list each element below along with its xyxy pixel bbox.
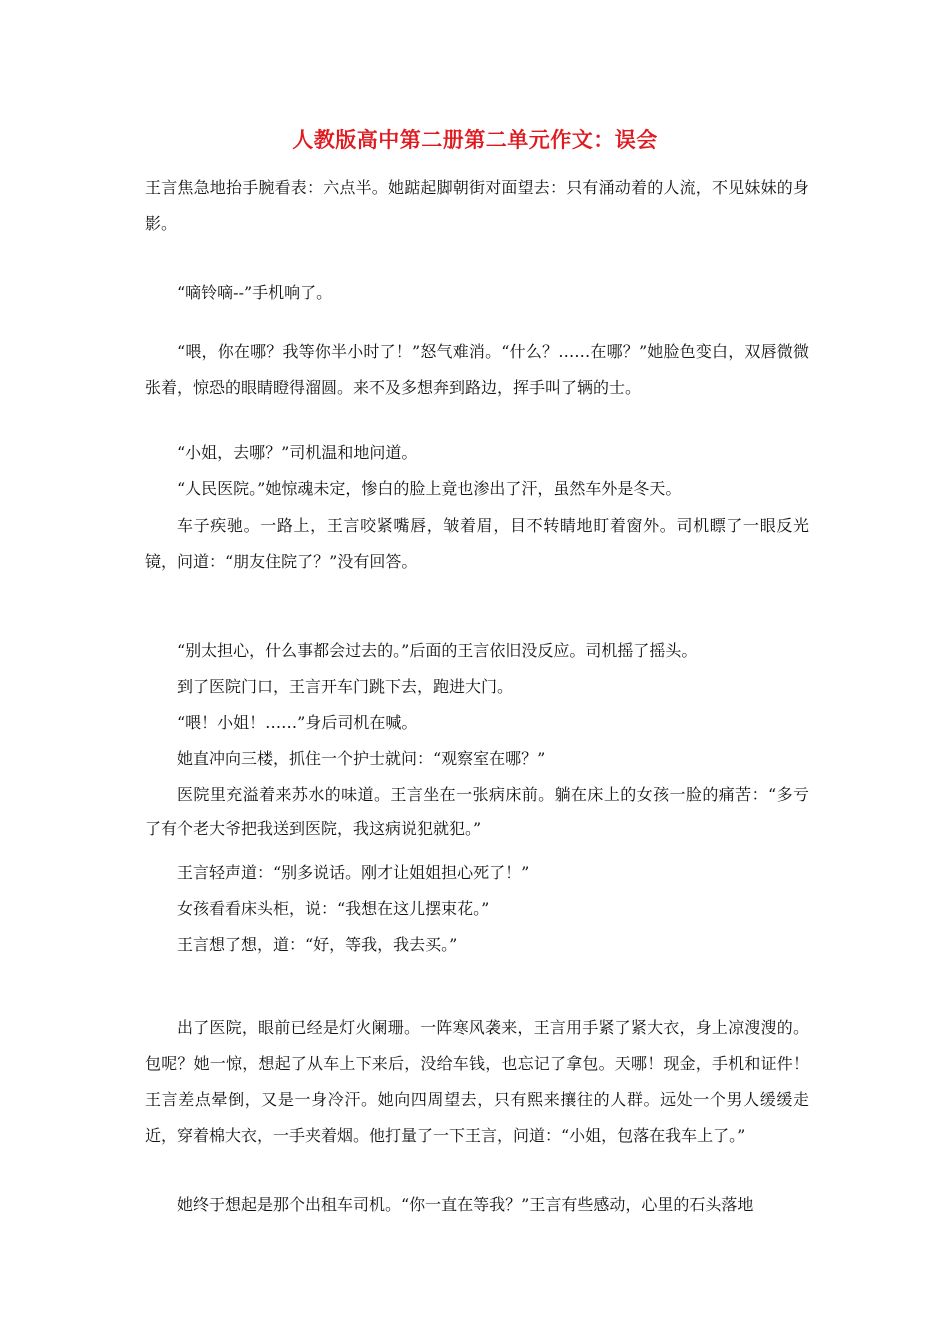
paragraph-2: “嘀铃嘀--”手机响了。 [177,283,333,302]
paragraph-8: 到了医院门口，王言开车门跳下去，跑进大门。 [177,677,514,696]
paragraph-5: “人民医院。”她惊魂未定，惨白的脸上竟也渗出了汗，虽然车外是冬天。 [177,479,682,498]
paragraph-12: 王言轻声道：“别多说话。刚才让姐姐担心死了！” [177,863,530,882]
page-title: 人教版高中第二册第二单元作文：误会 [292,128,658,152]
paragraph-16: 她终于想起是那个出租车司机。“你一直在等我？”王言有些感动，心里的石头落地 [177,1195,754,1214]
paragraph-10: 她直冲向三楼，抓住一个护士就问：“观察室在哪？” [177,749,546,768]
paragraph-14: 王言想了想，道：“好，等我，我去买。” [177,935,458,954]
paragraph-6: 车子疾驰。一路上，王言咬紧嘴唇，皱着眉，目不转睛地盯着窗外。司机瞟了一眼反光镜，问道：“朋友住院了？”没有回答。 [145,516,809,571]
paragraph-9: “喂！小姐！……”身后司机在喊。 [177,713,418,732]
paragraph-3: “喂，你在哪？我等你半小时了！”怒气难消。“什么？……在哪？”她脸色变白，双唇微微张着，惊恐的眼睛瞪得溜圆。来不及多想奔到路边，挥手叫了辆的士。 [145,342,809,397]
paragraph-4: “小姐，去哪？”司机温和地问道。 [177,443,418,462]
paragraph-15: 出了医院，眼前已经是灯火阑珊。一阵寒风袭来，王言用手紧了紧大衣，身上凉溲溲的。包呢？她一惊，想起了从车上下来后，没给车钱，也忘记了拿包。天哪！现金，手机和证件！王言差点晕倒，又是一身冷汗。她向四周望去，只有熙来攘往的人群。远处一个男人缓缓走近，穿着棉大衣，一手夹着烟。他打量了一下王言，问道：“小姐，包落在我车上了。” [145,1018,809,1145]
paragraph-1: 王言焦急地抬手腕看表：六点半。她踮起脚朝街对面望去：只有涌动着的人流，不见妹妹的身影。 [145,178,809,233]
paragraph-7: “别太担心，什么事都会过去的。”后面的王言依旧没反应。司机摇了摇头。 [177,641,698,660]
paragraph-13: 女孩看看床头柜，说：“我想在这儿摆束花。” [177,899,490,918]
paragraph-11: 医院里充溢着来苏水的味道。王言坐在一张病床前。躺在床上的女孩一脸的痛苦：“多亏了有个老大爷把我送到医院，我这病说犯就犯。” [145,785,809,838]
